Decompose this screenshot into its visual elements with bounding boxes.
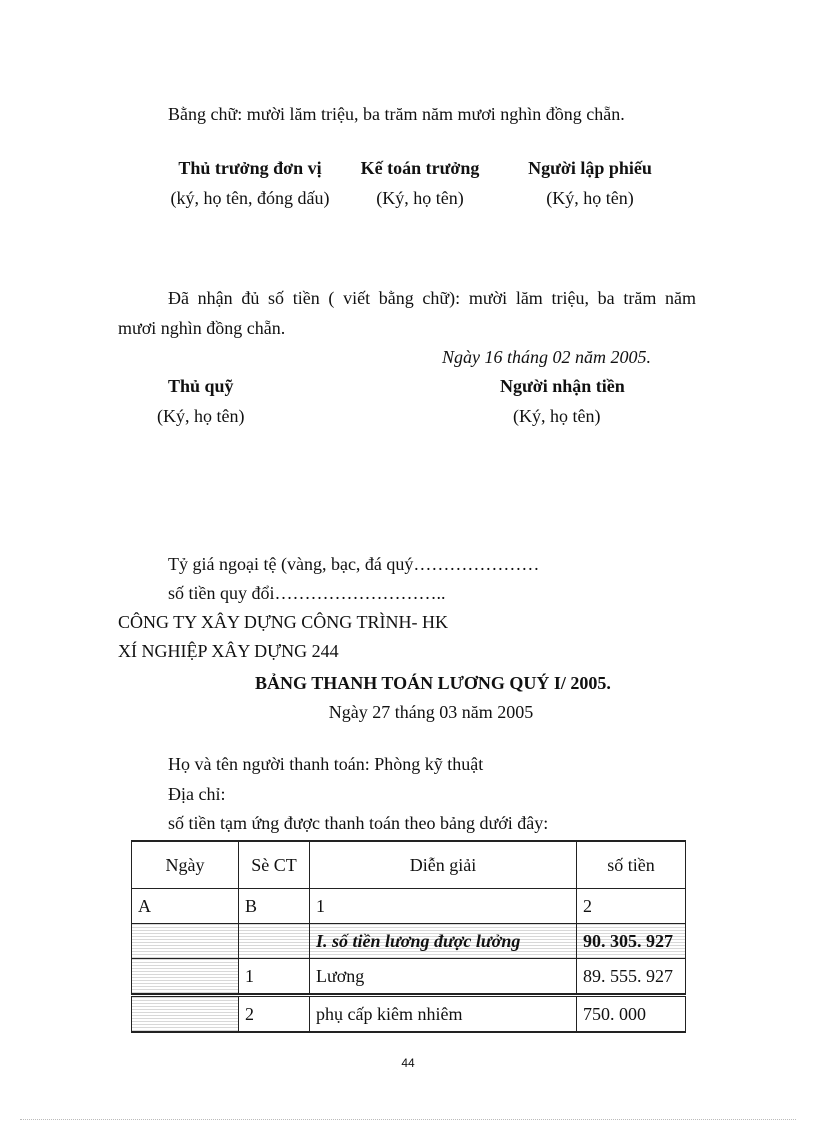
table-row: [131, 959, 686, 994]
table-cell: phụ cấp kiêm nhiêm: [310, 997, 577, 1031]
table-cell: [131, 959, 239, 993]
table-cell: B: [239, 889, 310, 923]
company-name: CÔNG TY XÂY DỰNG CÔNG TRÌNH- HK: [118, 612, 448, 632]
table-cell: A: [131, 889, 239, 923]
table-row: [131, 994, 686, 1033]
receiver-note: (Ký, họ tên): [513, 406, 601, 426]
table-cell: I. số tiền lương được lưởng: [310, 924, 577, 958]
table-row: [131, 889, 686, 924]
table-cell: 1: [310, 889, 577, 923]
converted-amount: số tiền quy đổi………………………..: [168, 583, 446, 603]
signatory-preparer-note: (Ký, họ tên): [546, 188, 634, 208]
signatory-chief-accountant-title: Kế toán trưởng: [360, 158, 480, 178]
signatory-preparer-title: Người lập phiếu: [528, 158, 652, 178]
company-unit: XÍ NGHIỆP XÂY DỰNG 244: [118, 641, 339, 661]
table-cell: Lương: [310, 959, 577, 993]
table-cell: [131, 924, 239, 958]
cashier-note: (Ký, họ tên): [157, 406, 245, 426]
table-cell: 1: [239, 959, 310, 993]
signatory-head-note: (ký, họ tên, đóng dấu): [170, 188, 330, 208]
exchange-rate: Tỷ giá ngoại tệ (vàng, bạc, đá quý…………………: [168, 554, 540, 574]
header-cell-description: Diễn giải: [310, 842, 577, 888]
received-line-1: Đã nhận đủ số tiền ( viết bằng chữ): mười lăm triệu, ba trăm năm: [168, 288, 696, 308]
table-header-row: [131, 840, 686, 889]
table-cell: 90. 305. 927: [577, 924, 686, 958]
address-line: Địa chỉ:: [168, 784, 226, 804]
table-cell: 89. 555. 927: [577, 959, 686, 993]
received-line-2: mươi nghìn đồng chẵn.: [118, 318, 286, 338]
signatory-head-title: Thủ trưởng đơn vị: [178, 158, 322, 178]
header-cell-date: Ngày: [131, 842, 239, 888]
signatory-chief-accountant-note: (Ký, họ tên): [376, 188, 464, 208]
page-number: 44: [401, 1056, 415, 1070]
payment-table: [131, 840, 686, 1033]
cashier-title: Thủ quỹ: [168, 376, 234, 396]
payer-line: Họ và tên người thanh toán: Phòng kỹ thuật: [168, 754, 484, 774]
table-cell: 750. 000: [577, 997, 686, 1031]
table-cell: 2: [239, 997, 310, 1031]
header-cell-doc-no: Sè CT: [239, 842, 310, 888]
page-bottom-divider: [20, 1119, 796, 1120]
table-cell: 2: [577, 889, 686, 923]
table-cell: [131, 997, 239, 1031]
receipt-date: Ngày 16 tháng 02 năm 2005.: [442, 347, 651, 367]
statement-date: Ngày 27 tháng 03 năm 2005: [328, 702, 534, 722]
amount-in-words: Bằng chữ: mười lăm triệu, ba trăm năm mươi nghìn đồng chẵn.: [168, 104, 625, 124]
table-cell: [239, 924, 310, 958]
table-row: [131, 924, 686, 959]
receiver-title: Người nhận tiền: [500, 376, 625, 396]
header-cell-amount: số tiền: [577, 842, 686, 888]
intro-line: số tiền tạm ứng được thanh toán theo bảng dưới đây:: [168, 813, 549, 833]
statement-title: BẢNG THANH TOÁN LƯƠNG QUÝ I/ 2005.: [255, 673, 611, 693]
